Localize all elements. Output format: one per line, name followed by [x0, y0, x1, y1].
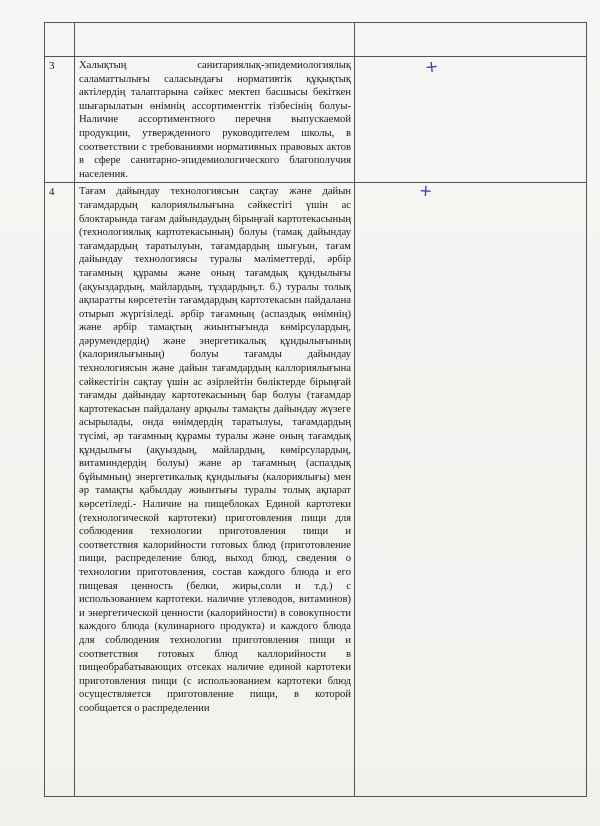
row-text-body: Тағам дайындау технологиясын сақтау және дайын тағамдардың калориялылығына сәйкестігі үшін ас блоктарында тағам дайындаудың бірыңғай картотекасының (технологиялық картотекасының) болуы (тамақ дайындау тағамдардың таратылуын, тағамдардың шығуын, тағам дайындау технологиясы туралы мәліметтерді, әрбір тағамның құрамы және оның тағамдық құндылығы (ақуыздардың, майлардың, тұздардың,т. б.) туралы толық ақпаратты көрсететін тағамдардың картотекасын пайдалана отырып жүргізіледі. әрбір тағамның (аспаздық өнімнің) және әрбір тамақтың жиынтығында көмірсулардың, дәрумендердің) және энергетикалық құндылығының (калориялығының) болуы тағамды дайындау технологиясын және дайын тағамдардың каллориялығына сәйкестігін сақтау үшін ас әзірлейтін бөліктерде бірыңғай тағамды дайындау картотекасының бар болуы (тағамдар картотекасын пайдалану арқылы тамақты дайындау жүзеге асырылады, онда өнімдердің таратылуы, тағамдардың түсімі, әр тағамның құрамы туралы және оның тағамдық құндылығы (ақуыздың, майлардың, көмірсулардың, витаминдердің болуы) және әр тағамның (аспаздық бұйымның) энергетикалық құндылығы (калориялығы) мен әр тамақты қабылдау жиынтығы туралы толық ақпарат көрсетіледі.- Наличие на пищеблоках Единой картотеки (технологической картотеки) приготовления пищи для соблюдения технологии приготовления пищи и соответствия калорийности готовых блюд (приготовление пищи, распределение блюд, выход блюд, сведения о технологии приготовления, состав каждого блюда и его пищевая ценность (белки, жиры,соли и т.д.) с использованием картотеки. наличие углеводов, витаминов) и энергетической ценности (калорийности) в совокупности каждого блюда (кулинарного продукта) и каждого блюда для соблюдения технологии приготовления пищи и соответствия готовых блюд каллорийности в пищеобрабатывающих отсеках наличие единой картотеки приготовления пищи (с использованием картотеки блюд осуществляется приготовление пищи, в которой сообщается о распределении	[79, 186, 351, 714]
row-number	[45, 23, 75, 57]
row-mark	[355, 180, 587, 797]
table-row	[45, 23, 587, 57]
handwritten-plus-mark: +	[418, 180, 434, 201]
table-row	[45, 57, 587, 183]
checklist-table	[44, 22, 587, 797]
handwritten-plus-mark: +	[423, 56, 440, 77]
row-mark	[355, 23, 587, 57]
row-text	[75, 23, 355, 57]
table-row	[45, 183, 587, 797]
row-number: 3	[45, 57, 75, 183]
row-text	[75, 183, 355, 797]
row-text-body: Халықтың санитариялық-эпидемиологиялық саламаттылығы саласындағы нормативтік құқықтық актілердің талаптарына сәйкес мектеп басшысы бекіткен шығарылатын өнімнің ассортименттік тізбесінің болуы-Наличие ассортиментного перечня выпускаемой продукции, утвержденного руководителем школы, в соответствии с требованиями нормативных правовых актов в сфере санитарно-эпидемиологического благополучия населения.	[79, 60, 351, 180]
row-number: 4	[45, 183, 75, 797]
row-mark	[355, 57, 587, 183]
row-text	[75, 57, 355, 183]
row-text-clip	[79, 185, 351, 795]
